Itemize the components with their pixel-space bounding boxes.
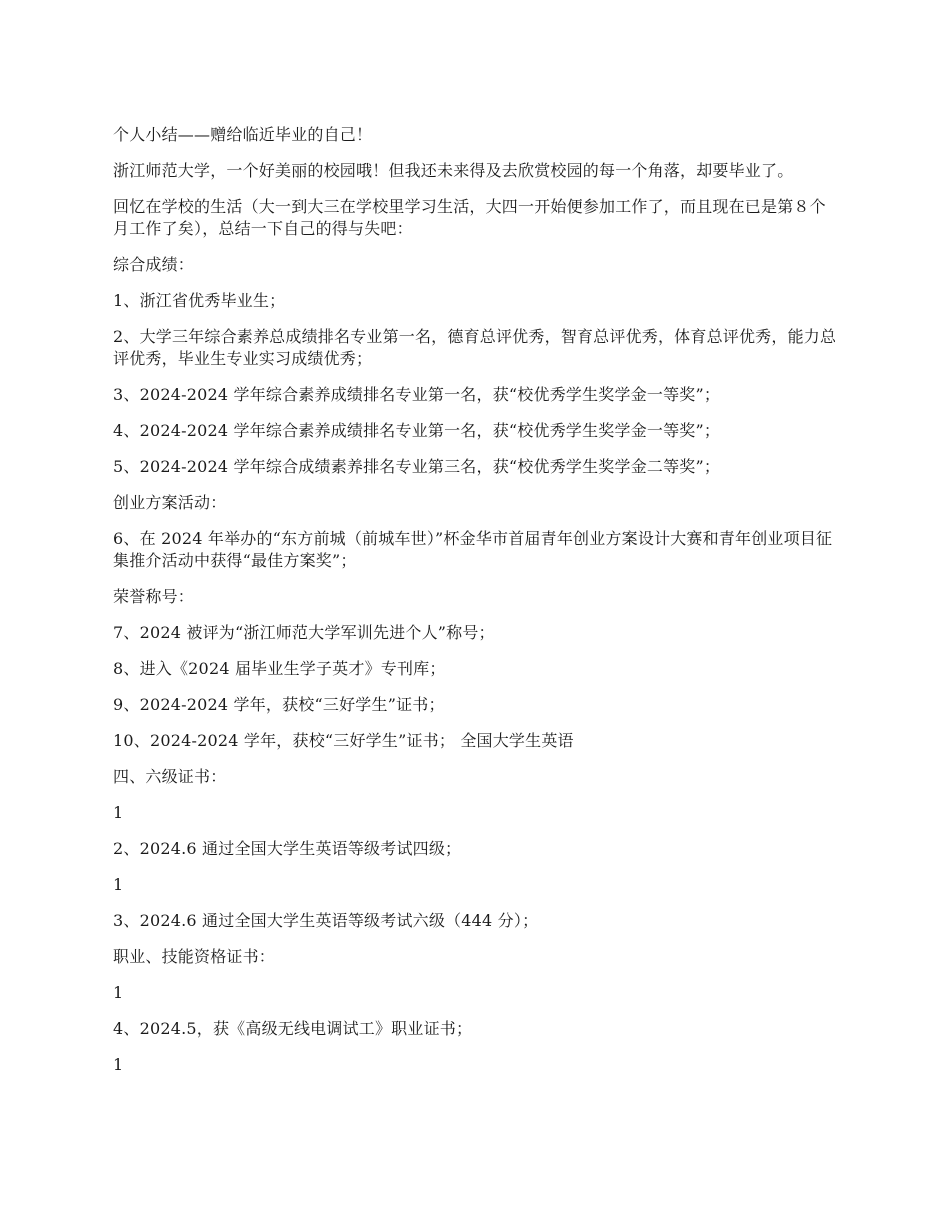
list-item: 10、2024-2024 学年，获校“三好学生”证书； 全国大学生英语 — [113, 731, 574, 750]
list-item: 8、进入《2024 届毕业生学子英才》专刊库； — [113, 659, 446, 678]
section-heading-honors: 荣誉称号： — [113, 587, 195, 606]
stray-number: 1 — [113, 983, 124, 1002]
document-title: 个人小结——赠给临近毕业的自己！ — [113, 125, 373, 144]
list-item: 9、2024-2024 学年，获校“三好学生”证书； — [113, 695, 445, 714]
section-heading-certificates: 职业、技能资格证书： — [113, 947, 276, 966]
stray-number: 1 — [113, 803, 124, 822]
list-item: 7、2024 被评为“浙江师范大学军训先进个人”称号； — [113, 623, 495, 642]
list-item: 5、2024-2024 学年综合成绩素养排名专业第三名，获“校优秀学生奖学金二等奖”； — [113, 457, 721, 476]
list-item: 2、大学三年综合素养总成绩排名专业第一名，德育总评优秀，智育总评优秀，体育总评优秀，能力总评优秀，毕业生专业实习成绩优秀； — [113, 327, 837, 368]
stray-number: 1 — [113, 875, 124, 894]
list-item: 1、浙江省优秀毕业生； — [113, 291, 286, 310]
paragraph-intro: 浙江师范大学，一个好美丽的校园哦！但我还未来得及去欣赏校园的每一个角落，却要毕业了。 — [113, 161, 794, 180]
document-body — [113, 124, 841, 1090]
list-item: 4、2024-2024 学年综合素养成绩排名专业第一名，获“校优秀学生奖学金一等奖”； — [113, 421, 721, 440]
list-item: 3、2024-2024 学年综合素养成绩排名专业第一名，获“校优秀学生奖学金一等奖”； — [113, 385, 721, 404]
list-item: 6、在 2024 年举办的“东方前城（前城车世）”杯金华市首届青年创业方案设计大赛和青年创业项目征集推介活动中获得“最佳方案奖”； — [113, 529, 833, 570]
stray-number: 1 — [113, 1055, 124, 1074]
section-heading-english: 四、六级证书： — [113, 767, 227, 786]
paragraph-summary: 回忆在学校的生活（大一到大三在学校里学习生活，大四一开始便参加工作了，而且现在已是第８个月工作了矣），总结一下自己的得与失吧： — [113, 197, 826, 238]
section-heading-entrepreneurship: 创业方案活动： — [113, 493, 227, 512]
list-item: 3、2024.6 通过全国大学生英语等级考试六级（444 分）； — [113, 911, 539, 930]
list-item: 2、2024.6 通过全国大学生英语等级考试四级； — [113, 839, 462, 858]
section-heading-grades: 综合成绩： — [113, 255, 195, 274]
list-item: 4、2024.5，获《高级无线电调试工》职业证书； — [113, 1019, 473, 1038]
